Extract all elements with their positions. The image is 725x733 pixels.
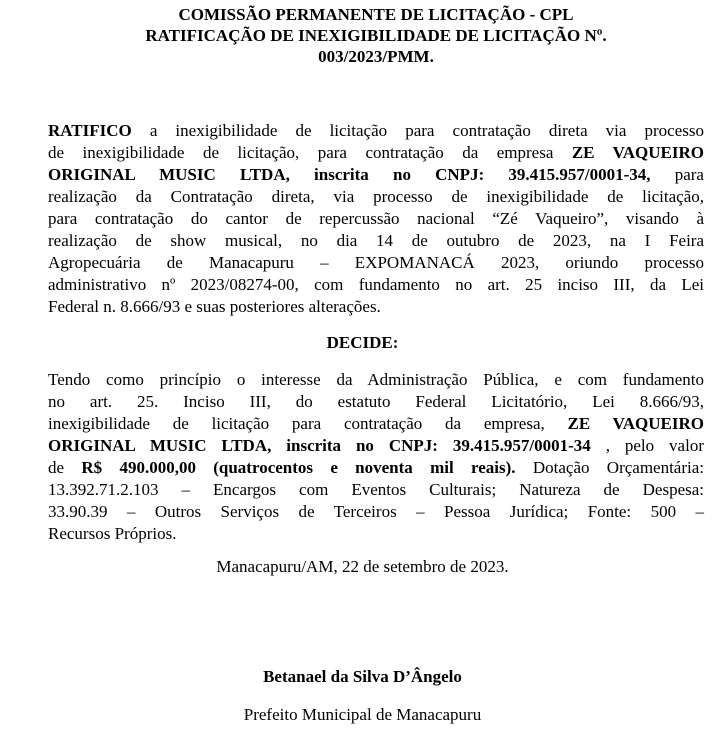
decision-line: no art. 25. Inciso III, do estatuto Federal Licitatório, Lei 8.666/93,: [48, 392, 704, 411]
decision-line: Tendo como princípio o interesse da Administração Pública, e com fundamento: [48, 370, 704, 389]
decision-line: inexigibilidade de licitação para contratação da empresa, ZE VAQUEIRO: [48, 414, 704, 433]
decision-line: ORIGINAL MUSIC LTDA, inscrita no CNPJ: 39.415.957/0001-34 , pelo valor: [48, 436, 704, 455]
ratification-line: realização de show musical, no dia 14 de outubro de 2023, na I Feira: [48, 231, 704, 250]
ratification-line: administrativo nº 2023/08274-00, com fundamento no art. 25 inciso III, da Lei: [48, 275, 704, 294]
signatory-role: Prefeito Municipal de Manacapuru: [243, 705, 482, 724]
ratification-line: RATIFICO a inexigibilidade de licitação para contratação direta via processo: [48, 121, 704, 140]
contract-value: R$ 490.000,00 (quatrocentos e noventa mil reais).: [81, 458, 516, 477]
company-cnpj: ORIGINAL MUSIC LTDA, inscrita no CNPJ: 39.415.957/0001-34: [48, 436, 591, 455]
decision-line: Recursos Próprios.: [48, 524, 177, 543]
header-line-3: 003/2023/PMM.: [318, 47, 434, 66]
company-cnpj: ORIGINAL MUSIC LTDA, inscrita no CNPJ: 39.415.957/0001-34,: [48, 165, 651, 184]
header-line-1: COMISSÃO PERMANENTE DE LICITAÇÃO - CPL: [178, 5, 574, 24]
ratification-line: para contratação do cantor de repercussão nacional “Zé Vaqueiro”, visando à: [48, 209, 704, 228]
ratification-lead: RATIFICO: [48, 121, 132, 140]
company-name: ZE VAQUEIRO: [571, 143, 704, 162]
decide-heading: DECIDE:: [326, 333, 399, 352]
decision-line: de R$ 490.000,00 (quatrocentos e noventa mil reais). Dotação Orçamentária:: [48, 458, 705, 477]
place-date: Manacapuru/AM, 22 de setembro de 2023.: [216, 557, 509, 576]
ratification-line: realização da Contratação direta, via processo de inexigibilidade de licitação,: [48, 187, 704, 206]
signatory-name: Betanael da Silva D’Ângelo: [263, 667, 462, 686]
ratification-line: Agropecuária de Manacapuru – EXPOMANACÁ 2023, oriundo processo: [48, 253, 704, 272]
company-name: ZE VAQUEIRO: [567, 414, 704, 433]
ratification-line: ORIGINAL MUSIC LTDA, inscrita no CNPJ: 39.415.957/0001-34, para: [48, 165, 704, 184]
decision-line: 33.90.39 – Outros Serviços de Terceiros – Pessoa Jurídica; Fonte: 500 –: [48, 502, 704, 521]
ratification-line: de inexigibilidade de licitação, para contratação da empresa ZE VAQUEIRO: [48, 143, 704, 162]
decision-paragraph: [48, 369, 704, 545]
header-line-2: RATIFICAÇÃO DE INEXIGIBILIDADE DE LICITAÇÃO Nº.: [145, 26, 607, 45]
decision-line: 13.392.71.2.103 – Encargos com Eventos Culturais; Natureza de Despesa:: [48, 480, 704, 499]
ratification-paragraph: [48, 120, 704, 318]
document-header: [60, 4, 692, 67]
ratification-line: Federal n. 8.666/93 e suas posteriores alterações.: [48, 297, 381, 316]
